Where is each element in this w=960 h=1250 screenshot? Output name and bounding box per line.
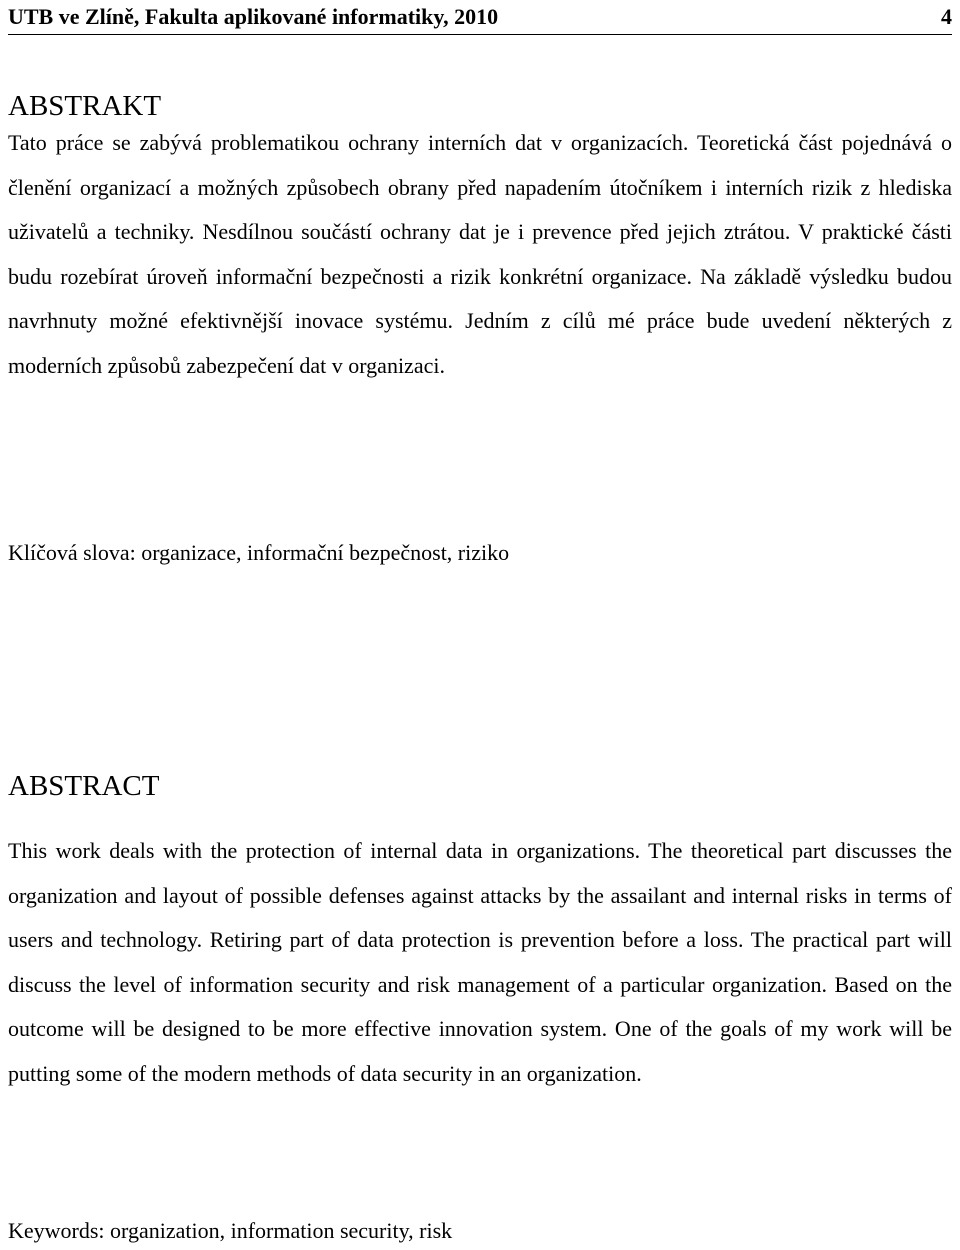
abstract-title-english: ABSTRACT [8,770,160,802]
keywords-czech: Klíčová slova: organizace, informační bezpečnost, riziko [8,540,510,565]
page-number: 4 [941,4,952,29]
abstract-body-czech: Tato práce se zabývá problematikou ochrany interních dat v organizacích. Teoretická část pojednává o členění organizací a možných způsobech obrany před napadením útočníkem i interních rizik z hlediska uživatelů a techniky. Nesdílnou součástí ochrany dat je i prevence před jejich ztrátou. V praktické části budu rozebírat úroveň informační bezpečnosti a rizik konkrétní organizace. Na základě výsledku budou navrhnuty možné efektivnější inovace systému. Jedním z cílů mé práce bude uvedení některých z moderních způsobů zabezpečení dat v organizaci. [8,130,952,378]
abstract-title-czech: ABSTRAKT [8,90,162,122]
header-title: UTB ve Zlíně, Fakulta aplikované informatiky, 2010 [8,4,499,29]
abstract-body-english: This work deals with the protection of internal data in organizations. The theoretical part discusses the organization and layout of possible defenses against attacks by the assailant and internal risks in terms of users and technology. Retiring part of data protection is prevention before a loss. The practical part will discuss the level of information security and risk management of a particular organization. Based on the outcome will be designed to be more effective innovation system. One of the goals of my work will be putting some of the modern methods of data security in an organization. [8,838,952,1086]
page-header [8,0,952,35]
keywords-english: Keywords: organization, information security, risk [8,1218,453,1243]
